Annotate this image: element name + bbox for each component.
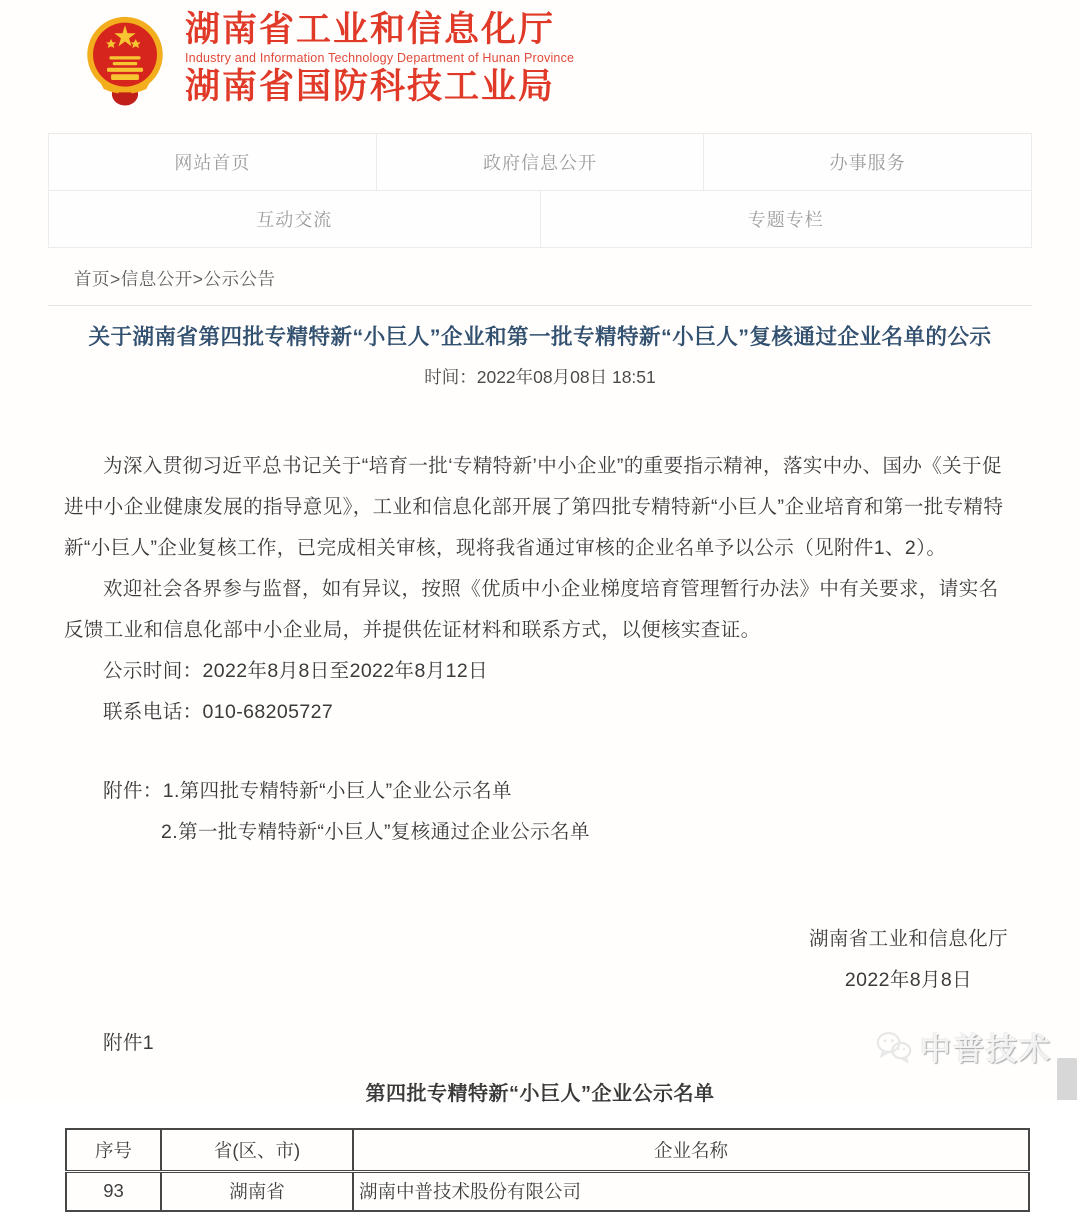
scrollbar-thumb[interactable] bbox=[1057, 1058, 1077, 1100]
attachment-item-1 bbox=[64, 771, 1016, 812]
paragraph: 欢迎社会各界参与监督，如有异议，按照《优质中小企业梯度培育管理暂行办法》中有关要求，请实名反馈工业和信息化部中小企业局，并提供佐证材料和联系方式，以便核实查证。 bbox=[64, 578, 999, 641]
attachment-1-text: 1.第四批专精特新“小巨人”企业公示名单 bbox=[162, 780, 512, 802]
appendix-label: 附件1 bbox=[103, 1032, 155, 1054]
signature-org: 湖南省工业和信息化厅 bbox=[808, 928, 1008, 950]
column-header-enterprise: 企业名称 bbox=[353, 1129, 1029, 1171]
nav-item-special-columns[interactable]: 专题专栏 bbox=[541, 191, 1033, 248]
national-emblem-logo bbox=[84, 6, 166, 118]
appendix-table-title: 第四批专精特新“小巨人”企业公示名单 bbox=[365, 1083, 715, 1105]
article-body bbox=[64, 446, 1016, 1115]
paragraph: 为深入贯彻习近平总书记关于“培育一批‘专精特新’中小企业”的重要指示精神，落实中办、国办《关于促进中小企业健康发展的指导意见》，工业和信息化部开展了第四批专精特新“小巨人”企业培育和第一批专精特新“小巨人”企业复核工作，已完成相关审核，现将我省通过审核的企业名单予以公示（见附件1、2）。 bbox=[64, 455, 1004, 559]
attachments-list bbox=[64, 771, 1016, 853]
nav-item-services[interactable]: 办事服务 bbox=[704, 134, 1032, 191]
main-nav bbox=[48, 133, 1032, 248]
nav-row-1 bbox=[48, 134, 1032, 191]
nav-row-2 bbox=[48, 191, 1032, 248]
attachment-item-2: 2.第一批专精特新“小巨人”复核通过企业公示名单 bbox=[161, 821, 590, 843]
table-row bbox=[66, 1171, 1029, 1211]
watermark-text: 中普技术 bbox=[920, 1032, 1052, 1067]
table-header-row bbox=[66, 1129, 1029, 1171]
publish-time: 时间：2022年08月08日 18:51 bbox=[424, 367, 656, 387]
page-title: 关于湖南省第四批专精特新“小巨人”企业和第一批专精特新“小巨人”复核通过企业名单的公示 bbox=[88, 325, 992, 349]
article bbox=[0, 320, 1080, 1212]
signature-date: 2022年8月8日 bbox=[844, 969, 973, 991]
attachments-label: 附件： bbox=[103, 780, 163, 802]
publicity-period: 公示时间：2022年8月8日至2022年8月12日 bbox=[103, 660, 488, 682]
enterprise-roster-table bbox=[65, 1128, 1030, 1212]
cell-province: 湖南省 bbox=[161, 1171, 353, 1211]
nav-item-gov-info[interactable]: 政府信息公开 bbox=[377, 134, 705, 191]
column-header-seq: 序号 bbox=[66, 1129, 161, 1171]
cell-enterprise: 湖南中普技术股份有限公司 bbox=[353, 1171, 1029, 1211]
contact-phone: 联系电话：010-68205727 bbox=[103, 701, 334, 723]
breadcrumb[interactable]: 首页>信息公开>公示公告 bbox=[74, 269, 276, 289]
header-titles bbox=[185, 10, 574, 107]
signature-block bbox=[64, 919, 1008, 1001]
cell-seq: 93 bbox=[66, 1171, 161, 1211]
org-name-primary: 湖南省工业和信息化厅 bbox=[185, 10, 556, 49]
breadcrumb-bar bbox=[48, 254, 1032, 306]
column-header-province: 省(区、市) bbox=[161, 1129, 353, 1171]
site-header bbox=[0, 0, 1080, 131]
nav-item-home[interactable]: 网站首页 bbox=[48, 134, 377, 191]
nav-item-interaction[interactable]: 互动交流 bbox=[48, 191, 541, 248]
org-name-secondary: 湖南省国防科技工业局 bbox=[185, 67, 556, 106]
org-name-english: Industry and Information Technology Department of Hunan Province bbox=[185, 51, 575, 65]
